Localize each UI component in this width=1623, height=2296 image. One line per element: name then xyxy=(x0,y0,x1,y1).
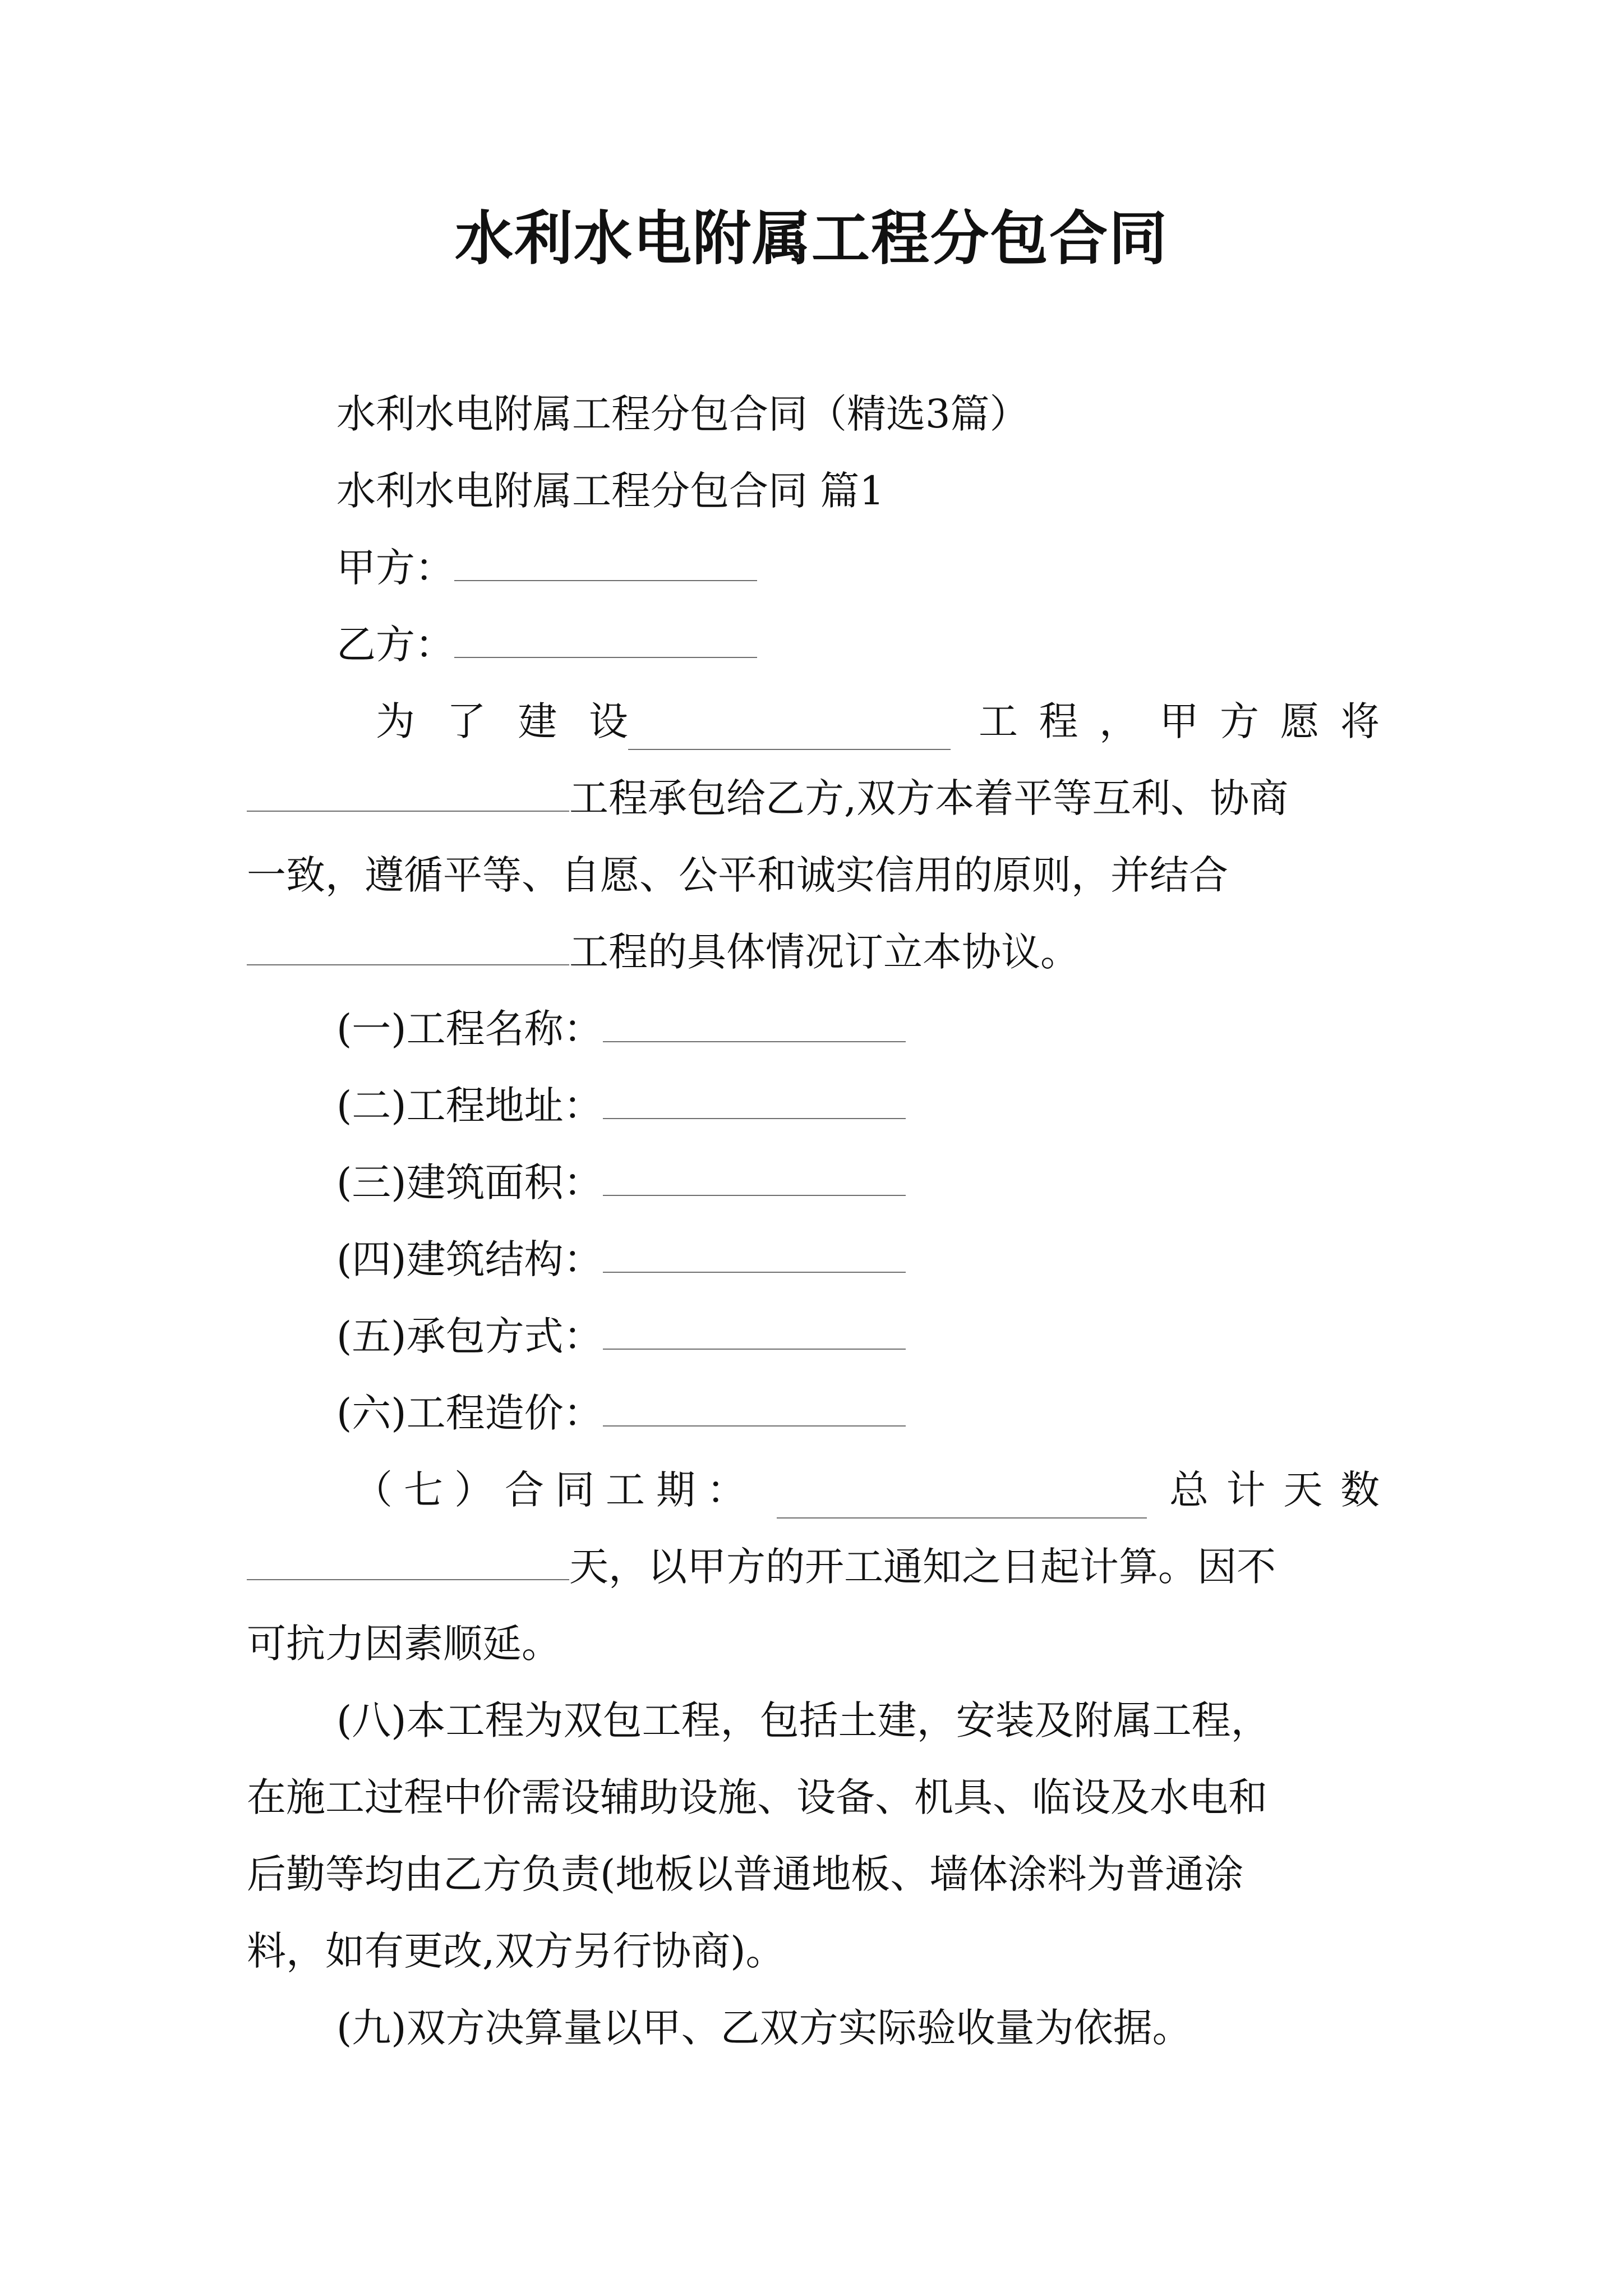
item7-char: ： xyxy=(707,1467,746,1513)
item-project-name xyxy=(336,998,906,1060)
item-blank xyxy=(603,1160,906,1196)
item-contract-mode xyxy=(336,1305,906,1367)
intro-char: 了 xyxy=(446,698,486,744)
intro-line3: 一致，遵循平等、自愿、公平和诚实信用的原则，并结合 xyxy=(247,852,1228,898)
item-label: (二)工程地址： xyxy=(336,1083,603,1129)
party-a-label: 甲方： xyxy=(336,545,454,591)
item7-char: ） xyxy=(454,1467,494,1513)
item8-line3: 后勤等均由乙方负责(地板以普通地板、墙体涂料为普通涂 xyxy=(247,1851,1244,1897)
item8-line1: (八)本工程为双包工程，包括土建，安装及附属工程， xyxy=(336,1697,1270,1743)
item7-line3: 可抗力因素顺延。 xyxy=(247,1621,561,1667)
item-building-structure xyxy=(336,1228,906,1290)
item7-char: 七 xyxy=(404,1467,443,1513)
item-label: (五)承包方式： xyxy=(336,1313,603,1359)
item7-char: 期 xyxy=(656,1467,695,1513)
document-title: 水利水电附属工程分包合同 xyxy=(454,204,1168,273)
item7-char: 总 xyxy=(1169,1467,1209,1513)
intro-char: 建 xyxy=(518,698,557,744)
intro-char: 甲 xyxy=(1159,698,1199,744)
item7-char: 数 xyxy=(1340,1467,1380,1513)
item7-char: （ xyxy=(353,1467,393,1513)
intro-char: 为 xyxy=(376,698,415,744)
intro-char: 愿 xyxy=(1280,698,1320,744)
item7-char: 同 xyxy=(555,1467,594,1513)
item-project-address xyxy=(336,1075,906,1137)
item-label: (三)建筑面积： xyxy=(336,1159,603,1205)
item8-line4: 料，如有更改,双方另行协商)。 xyxy=(247,1928,785,1974)
item-label: (四)建筑结构： xyxy=(336,1236,603,1282)
intro-line1-part-b xyxy=(979,691,1380,752)
intro-line4 xyxy=(247,921,1080,983)
party-b-label: 乙方： xyxy=(336,622,454,668)
party-b-blank xyxy=(454,622,757,658)
item7-char: 合 xyxy=(505,1467,544,1513)
item8-line2: 在施工过程中价需设辅助设施、设备、机具、临设及水电和 xyxy=(247,1774,1267,1820)
document-subtitle: 水利水电附属工程分包合同（精选3篇） xyxy=(336,391,1029,437)
intro-line1-part-a xyxy=(376,691,628,752)
party-b-line xyxy=(336,614,757,675)
item-blank xyxy=(603,1006,906,1042)
item-label: (一)工程名称： xyxy=(336,1006,603,1052)
item-project-cost xyxy=(336,1382,906,1444)
item7-char: 计 xyxy=(1226,1467,1266,1513)
part-heading: 水利水电附属工程分包合同 篇1 xyxy=(336,468,884,514)
item-label: (六)工程造价： xyxy=(336,1390,603,1436)
intro-text: 工程的具体情况订立本协议。 xyxy=(569,929,1080,975)
item-blank xyxy=(603,1391,906,1427)
intro-line2 xyxy=(247,767,1288,829)
item-building-area xyxy=(336,1152,906,1213)
party-a-blank xyxy=(454,545,757,581)
intro-project-blank-3 xyxy=(247,930,569,965)
party-a-line xyxy=(336,537,757,599)
intro-char: ， xyxy=(1099,698,1138,744)
item7-char: 工 xyxy=(606,1467,645,1513)
intro-char: 工 xyxy=(979,698,1018,744)
intro-char: 将 xyxy=(1340,698,1380,744)
intro-project-blank-2 xyxy=(247,776,569,812)
intro-project-blank-1 xyxy=(628,714,951,750)
item-blank xyxy=(603,1237,906,1273)
intro-char: 设 xyxy=(588,698,628,744)
item7-text: 天，以甲方的开工通知之日起计算。因不 xyxy=(569,1544,1276,1590)
item-blank xyxy=(603,1083,906,1119)
intro-text: 工程承包给乙方,双方本着平等互利、协商 xyxy=(569,775,1289,821)
item7-char: 天 xyxy=(1283,1467,1323,1513)
item7-line1-part-b xyxy=(1169,1459,1380,1521)
item-blank xyxy=(603,1314,906,1350)
item7-line1-part-a xyxy=(353,1459,746,1521)
item7-period-blank xyxy=(777,1483,1147,1519)
intro-char: 程 xyxy=(1039,698,1078,744)
item9-line: (九)双方决算量以甲、乙双方实际验收量为依据。 xyxy=(336,2005,1192,2051)
intro-char: 方 xyxy=(1220,698,1259,744)
item7-line2 xyxy=(247,1536,1276,1598)
item7-days-blank xyxy=(247,1544,569,1580)
